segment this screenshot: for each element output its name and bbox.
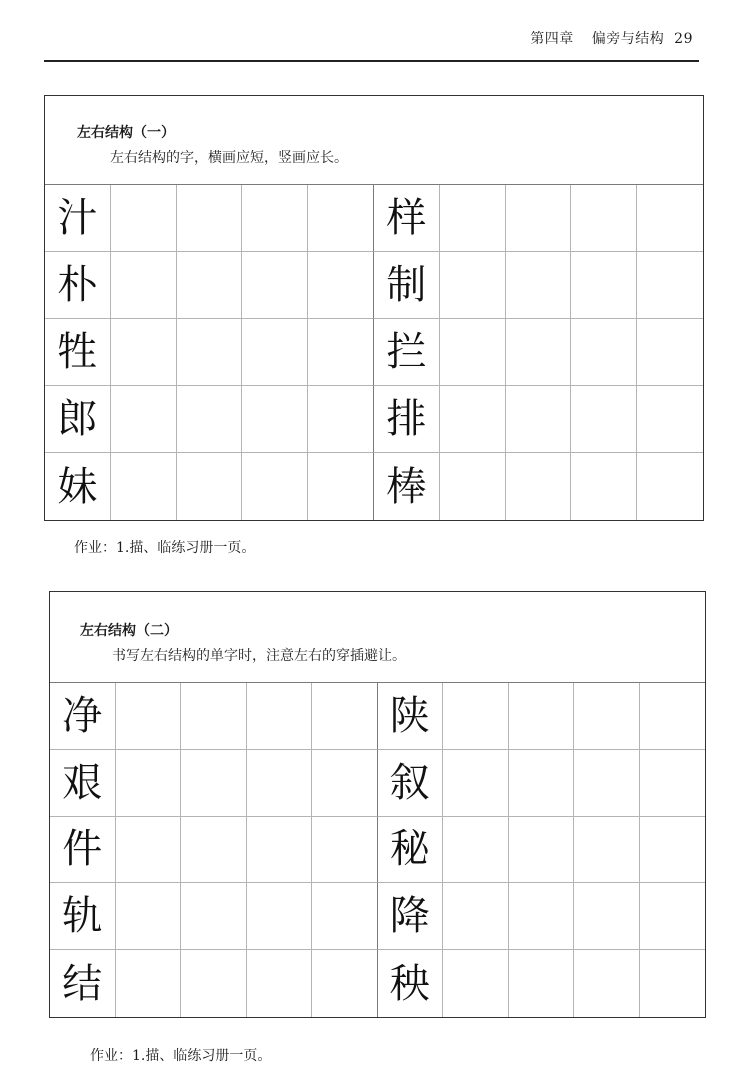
practice-cell (308, 319, 374, 386)
practice-cell (308, 252, 374, 319)
exercise-title: 左右结构（一） (77, 125, 175, 141)
practice-cell (443, 950, 509, 1017)
model-character: 陕 (378, 683, 444, 750)
practice-cell (509, 883, 575, 950)
practice-cell (247, 883, 313, 950)
practice-cell (571, 453, 637, 520)
model-character: 朴 (45, 252, 111, 319)
practice-cell (506, 185, 572, 252)
practice-cell (640, 750, 706, 817)
model-character: 件 (50, 817, 116, 884)
practice-cell (247, 683, 313, 750)
practice-cell (312, 817, 378, 884)
practice-cell (116, 750, 182, 817)
exercise-description: 左右结构的字，横画应短，竖画应长。 (110, 150, 348, 166)
practice-cell (177, 185, 243, 252)
practice-cell (506, 386, 572, 453)
practice-cell (637, 453, 703, 520)
practice-cell (571, 185, 637, 252)
homework-note-2: 作业：1.描、临练习册一页。 (90, 1048, 272, 1064)
practice-cell (111, 185, 177, 252)
practice-cell (506, 252, 572, 319)
model-character: 郎 (45, 386, 111, 453)
practice-cell (574, 683, 640, 750)
practice-cell (116, 950, 182, 1017)
page-header (530, 28, 693, 48)
practice-cell (574, 883, 640, 950)
practice-grid (50, 682, 705, 1017)
page-number: 29 (674, 31, 693, 47)
practice-cell (111, 453, 177, 520)
practice-cell (242, 386, 308, 453)
practice-cell (177, 252, 243, 319)
model-character: 结 (50, 950, 116, 1017)
practice-cell (509, 950, 575, 1017)
practice-cell (509, 750, 575, 817)
practice-cell (116, 817, 182, 884)
practice-cell (247, 817, 313, 884)
model-character: 拦 (374, 319, 440, 386)
practice-cell (111, 386, 177, 453)
practice-cell (116, 683, 182, 750)
practice-cell (242, 453, 308, 520)
practice-cell (312, 750, 378, 817)
model-character: 秧 (378, 950, 444, 1017)
practice-cell (308, 185, 374, 252)
exercise-box-2 (49, 591, 706, 1018)
header-rule (44, 60, 699, 62)
practice-cell (440, 386, 506, 453)
practice-cell (440, 453, 506, 520)
practice-cell (247, 750, 313, 817)
exercise-description: 书写左右结构的单字时，注意左右的穿插避让。 (112, 648, 406, 664)
model-character: 排 (374, 386, 440, 453)
model-character: 轨 (50, 883, 116, 950)
model-character: 制 (374, 252, 440, 319)
model-character: 艰 (50, 750, 116, 817)
model-character: 妹 (45, 453, 111, 520)
practice-cell (506, 453, 572, 520)
practice-cell (637, 319, 703, 386)
model-character: 牲 (45, 319, 111, 386)
practice-cell (111, 319, 177, 386)
practice-cell (574, 817, 640, 884)
model-character: 棒 (374, 453, 440, 520)
practice-cell (181, 817, 247, 884)
exercise-box-1 (44, 95, 704, 521)
exercise-title: 左右结构（二） (80, 623, 178, 639)
practice-cell (506, 319, 572, 386)
practice-cell (574, 950, 640, 1017)
chapter-label: 第四章 (530, 31, 574, 47)
practice-cell (443, 750, 509, 817)
practice-cell (574, 750, 640, 817)
practice-cell (637, 386, 703, 453)
practice-cell (637, 185, 703, 252)
practice-cell (242, 185, 308, 252)
practice-cell (509, 817, 575, 884)
practice-cell (640, 950, 706, 1017)
practice-cell (247, 950, 313, 1017)
practice-cell (111, 252, 177, 319)
practice-cell (443, 883, 509, 950)
practice-cell (116, 883, 182, 950)
practice-cell (181, 883, 247, 950)
practice-cell (640, 883, 706, 950)
practice-cell (312, 683, 378, 750)
practice-cell (308, 453, 374, 520)
model-character: 样 (374, 185, 440, 252)
practice-cell (242, 319, 308, 386)
section-label: 偏旁与结构 (591, 31, 665, 47)
practice-cell (509, 683, 575, 750)
practice-cell (177, 319, 243, 386)
practice-cell (640, 817, 706, 884)
practice-cell (177, 386, 243, 453)
model-character: 秘 (378, 817, 444, 884)
practice-cell (312, 883, 378, 950)
practice-cell (440, 185, 506, 252)
practice-cell (312, 950, 378, 1017)
practice-cell (571, 252, 637, 319)
practice-cell (443, 683, 509, 750)
model-character: 净 (50, 683, 116, 750)
practice-cell (242, 252, 308, 319)
practice-cell (637, 252, 703, 319)
homework-note-1: 作业：1.描、临练习册一页。 (74, 540, 256, 556)
practice-cell (440, 319, 506, 386)
practice-cell (443, 817, 509, 884)
practice-cell (640, 683, 706, 750)
practice-cell (181, 683, 247, 750)
practice-cell (308, 386, 374, 453)
model-character: 叙 (378, 750, 444, 817)
model-character: 汁 (45, 185, 111, 252)
practice-cell (440, 252, 506, 319)
practice-cell (177, 453, 243, 520)
practice-cell (181, 950, 247, 1017)
practice-cell (181, 750, 247, 817)
practice-cell (571, 386, 637, 453)
practice-grid (45, 184, 703, 520)
practice-cell (571, 319, 637, 386)
model-character: 降 (378, 883, 444, 950)
